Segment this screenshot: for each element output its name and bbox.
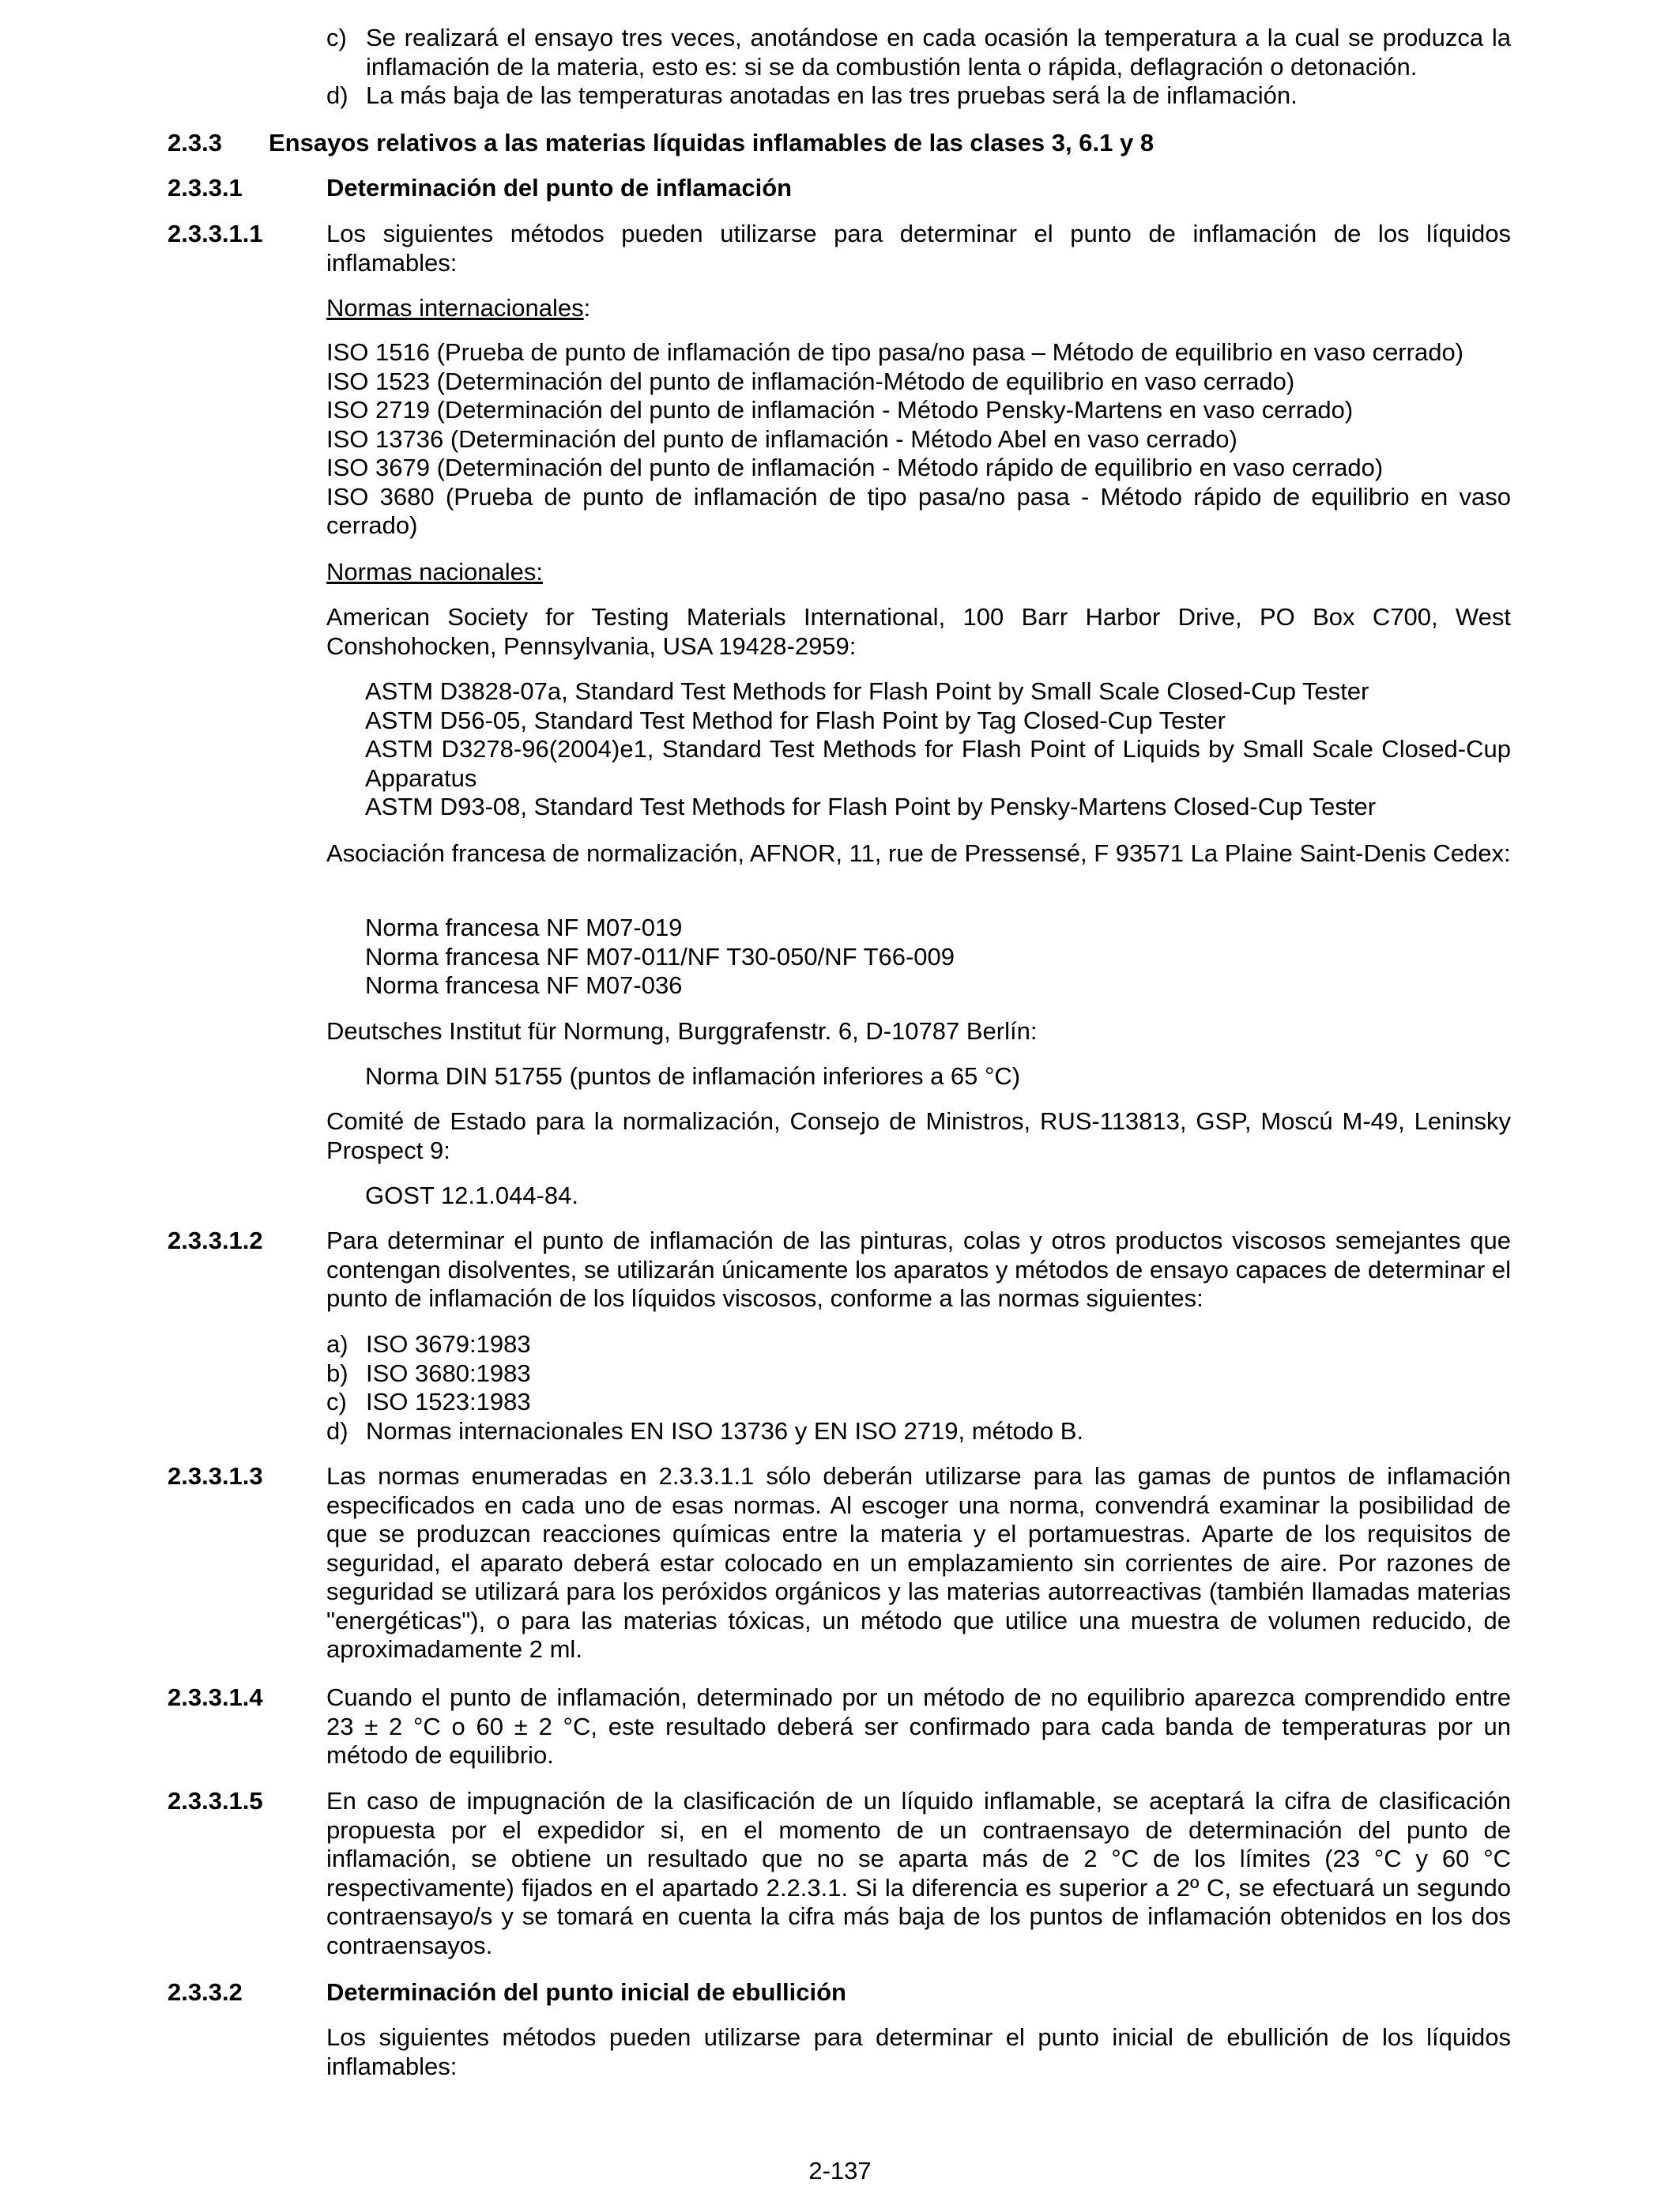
- astm-standard: ASTM D93-08, Standard Test Methods for Flash Point by Pensky-Martens Closed-Cup Tester: [365, 793, 1377, 820]
- list-text: Normas internacionales EN ISO 13736 y EN ISO 2719, método B.: [366, 1416, 1084, 1445]
- gost-standard: [168, 1182, 1511, 1211]
- din-standard: [168, 1062, 1511, 1091]
- paragraph: American Society for Testing Materials International, 100 Barr Harbor Drive, PO Box C700, West Conshohocken, Pennsylvania, USA 19428-2959:: [326, 603, 1511, 660]
- list-text: ISO 3680:1983: [366, 1359, 531, 1387]
- list-marker: d): [326, 81, 348, 109]
- astm-standard: ASTM D56-05, Standard Test Method for Flash Point by Tag Closed-Cup Tester: [365, 706, 1226, 734]
- paragraph: Para determinar el punto de inflamación de las pinturas, colas y otros productos viscosos semejantes que contengan disolventes, se utilizarán únicamente los aparatos y métodos de ensayo capaces de determinar el punto de inflamación de los líquidos viscosos, conforme a las normas siguientes:: [326, 1227, 1511, 1312]
- page-number: 2-137: [808, 2157, 872, 2185]
- list-marker: b): [326, 1359, 348, 1387]
- standard-text: Norma DIN 51755 (puntos de inflamación inferiores a 65 °C): [365, 1062, 1021, 1090]
- section-number: 2.3.3.1: [168, 174, 243, 202]
- section-2-3-3-1-4: [168, 1683, 1511, 1771]
- section-2-3-3-1-5: [168, 1787, 1511, 1962]
- section-number: 2.3.3.1.2: [168, 1227, 263, 1254]
- section-2-3-3-1: [168, 174, 1511, 203]
- list-item: [168, 81, 1511, 111]
- section-2-3-3-1-3: [168, 1462, 1511, 1668]
- national-standards-heading: [168, 558, 1511, 587]
- heading-text: Normas internacionales: [326, 294, 584, 322]
- iso-standard: ISO 2719 (Determinación del punto de inflamación - Método Pensky-Martens en vaso cerrado): [326, 396, 1354, 424]
- section-2-3-3: [168, 129, 1511, 158]
- iso-standard: ISO 1516 (Prueba de punto de inflamación de tipo pasa/no pasa – Método de equilibrio en vaso cerrado): [326, 338, 1464, 366]
- list-item: [168, 24, 1511, 82]
- section-number: 2.3.3.1.5: [168, 1787, 263, 1815]
- intl-standards-heading: [168, 294, 1511, 323]
- gost-organization: [168, 1107, 1511, 1166]
- astm-standard: ASTM D3828-07a, Standard Test Methods for Flash Point by Small Scale Closed-Cup Tester: [365, 677, 1369, 705]
- afnor-standard: Norma francesa NF M07-019: [365, 914, 683, 941]
- iso-standard: ISO 3679 (Determinación del punto de inflamación - Método rápido de equilibrio en vaso cerrado): [326, 454, 1384, 481]
- paragraph: Los siguientes métodos pueden utilizarse para determinar el punto inicial de ebullición de los líquidos inflamables:: [326, 2023, 1511, 2080]
- paragraph: Deutsches Institut für Normung, Burggrafenstr. 6, D-10787 Berlín:: [326, 1017, 1038, 1045]
- list-marker: c): [326, 24, 347, 51]
- paragraph: Cuando el punto de inflamación, determinado por un método de no equilibrio aparezca comprendido entre 23 ± 2 °C o 60 ± 2 °C, este resultado deberá ser confirmado para cada banda de temperaturas por un método de equilibrio.: [326, 1683, 1511, 1769]
- viscous-standards-list: [168, 1330, 1511, 1447]
- paragraph: En caso de impugnación de la clasificación de un líquido inflamable, se aceptará la cifra de clasificación propuesta por el expedidor si, en el momento de un contraensayo de determinación del punto de inflamación, se obtiene un resultado que no se aparta más de 2 °C de los límites (23 °C y 60 °C respectivamente) fijados en el apartado 2.2.3.1. Si la diferencia es superior a 2º C, se efectuará un segundo contraensayo/s y se tomará en cuenta la cifra más baja de los puntos de inflamación obtenidos en los dos contraensayos.: [326, 1787, 1511, 1959]
- section-2-3-3-1-1: [168, 220, 1511, 278]
- section-title: Ensayos relativos a las materias líquidas inflamables de las clases 3, 6.1 y 8: [269, 129, 1155, 156]
- afnor-standard: Norma francesa NF M07-011/NF T30-050/NF T66-009: [365, 942, 955, 971]
- section-title: Determinación del punto inicial de ebullición: [326, 1978, 846, 2006]
- afnor-standard: Norma francesa NF M07-036: [365, 971, 683, 999]
- list-marker: a): [326, 1330, 348, 1358]
- paragraph: Las normas enumeradas en 2.3.3.1.1 sólo deberán utilizarse para las gamas de puntos de inflamación especificados en cada uno de esas normas. Al escoger una norma, convendrá examinar la posibilidad de que se produzcan reacciones químicas entre la materia y el portamuestras. Aparte de los requisitos de seguridad, el aparato deberá estar colocado en un emplazamiento sin corrientes de aire. Por razones de seguridad se utilizará para los peróxidos orgánicos y las materias autorreactivas (también llamadas materias "energéticas"), o para las materias tóxicas, un método que utilice una muestra de volumen reducido, de aproximadamente 2 ml.: [326, 1462, 1511, 1663]
- section-title: Determinación del punto de inflamación: [326, 174, 793, 202]
- iso-standard: ISO 1523 (Determinación del punto de inflamación-Método de equilibrio en vaso cerrado): [326, 367, 1295, 395]
- section-number: 2.3.3: [168, 129, 222, 156]
- paragraph: Asociación francesa de normalización, AFNOR, 11, rue de Pressensé, F 93571 La Plaine Saint-Denis Cedex:: [326, 839, 1511, 867]
- list-text: Se realizará el ensayo tres veces, anotándose en cada ocasión la temperatura a la cual se produzca la inflamación de la materia, esto es: si se da combustión lenta o rápida, deflagración o detonación.: [366, 24, 1511, 81]
- afnor-organization: [168, 839, 1511, 898]
- standard-text: GOST 12.1.044-84.: [365, 1182, 578, 1209]
- paragraph: Comité de Estado para la normalización, Consejo de Ministros, RUS-113813, GSP, Moscú M-49, Leninsky Prospect 9:: [326, 1107, 1511, 1164]
- heading-text: Normas nacionales:: [326, 558, 543, 586]
- iso-standards-list: [168, 338, 1511, 544]
- astm-standards-list: [168, 677, 1511, 824]
- iso-standard: ISO 13736 (Determinación del punto de inflamación - Método Abel en vaso cerrado): [326, 424, 1237, 453]
- list-text: La más baja de las temperaturas anotadas en las tres pruebas será la de inflamación.: [366, 81, 1298, 109]
- astm-organization: [168, 603, 1511, 662]
- section-number: 2.3.3.2: [168, 1978, 243, 2006]
- section-2-3-3-2: [168, 1978, 1511, 2007]
- list-marker: d): [326, 1416, 348, 1445]
- section-2-3-3-1-2: [168, 1227, 1511, 1314]
- heading-colon: :: [583, 294, 591, 322]
- paragraph: Los siguientes métodos pueden utilizarse para determinar el punto de inflamación de los líquidos inflamables:: [326, 220, 1511, 277]
- section-number: 2.3.3.1.4: [168, 1683, 263, 1711]
- din-organization: [168, 1017, 1511, 1046]
- afnor-standards-list: [168, 914, 1511, 1001]
- list-text: ISO 3679:1983: [366, 1330, 531, 1358]
- list-text: ISO 1523:1983: [366, 1388, 531, 1416]
- section-number: 2.3.3.1.3: [168, 1462, 263, 1490]
- astm-standard: ASTM D3278-96(2004)e1, Standard Test Methods for Flash Point of Liquids by Small Scale Closed-Cup Apparatus: [365, 735, 1511, 792]
- section-2-3-3-2-text: [168, 2023, 1511, 2082]
- section-number: 2.3.3.1.1: [168, 220, 263, 247]
- list-marker: c): [326, 1388, 347, 1416]
- iso-standard: ISO 3680 (Prueba de punto de inflamación de tipo pasa/no pasa - Método rápido de equilibrio en vaso cerrado): [326, 482, 1511, 539]
